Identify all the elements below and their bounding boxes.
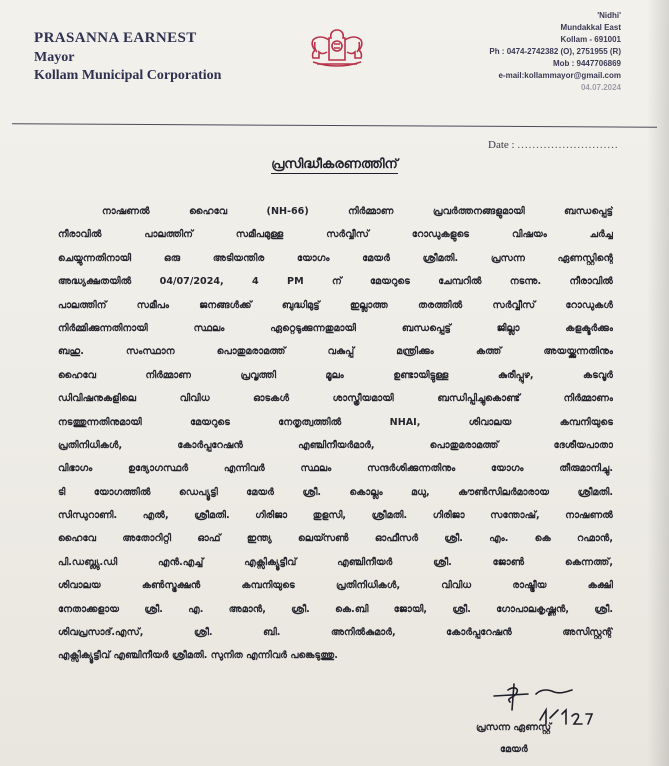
email-address: e-mail:kollammayor@gmail.com [498, 71, 621, 80]
body-line: പ്രതിനിധികൾ, കോർപ്പറേഷൻ എഞ്ചിനീയർമാർ, പൊതുമരാമത്ത് ദേശീയപാതാ [58, 439, 613, 451]
organization-name: Kollam Municipal Corporation [34, 68, 222, 83]
body-line: വിഭാഗം ഉദ്യോഗസ്ഥർ എന്നിവർ സ്ഥലം സന്ദർശിക്കുന്നതിനും യോഗം തീരുമാനിച്ചു. [58, 463, 613, 475]
heading-text: പ്രസിദ്ധീകരണത്തിന് [271, 157, 398, 172]
body-line: ശിവപ്രസാദ്.എസ്, ശ്രീ. ബി. അനിൽകുമാർ, കോർപ്പറേഷൻ അസിസ്റ്റന്റ് [58, 627, 613, 639]
body-line: നിർമ്മിക്കുന്നതിനായി സ്ഥലം ഏറ്റെടുക്കുന്നതുമായി ബന്ധപ്പെട്ട് ജില്ലാ കളക്ടർക്കും [58, 322, 613, 334]
mayor-title: Mayor [34, 50, 75, 65]
kerala-state-emblem-icon [305, 24, 369, 72]
page-shadow [647, 0, 669, 766]
contact-block [401, 10, 621, 94]
body-line: നാഷണൽ ഹൈവേ (NH-66) നിർമ്മാണ പ്രവർത്തനങ്ങളുമായി ബന്ധപ്പെട്ട് [102, 206, 613, 217]
locality: Mundakkal East [560, 23, 621, 32]
date-label: Date : [488, 139, 515, 151]
residence-name: 'Nidhi' [597, 11, 621, 20]
date-stamp: 04.07.2024 [580, 83, 621, 92]
signatory-name: പ്രസന്ന ഏണസ്റ്റ് [476, 722, 552, 733]
date-field [488, 139, 619, 151]
body-line: ഹൈവേ നിർമ്മാണ പ്രവൃത്തി മൂലം ഉണ്ടായിട്ടുള്ള കുരീപ്പുഴ, കടവൂർ [58, 369, 613, 381]
signatory-title: മേയർ [500, 744, 528, 755]
body-line: നീരാവിൽ പാലത്തിന് സമീപമുള്ള സർവ്വീസ് റോഡുകളുടെ വിഷയം ചർച്ച [58, 229, 613, 241]
body-line: സിന്ധുറാണി. എൽ, ശ്രീമതി. ഗിരിജാ തുളസി, ശ്രീമതി. ഗിരിജാ സന്തോഷ്, നാഷണൽ [58, 510, 613, 522]
body-line: എക്സിക്യൂട്ടീവ് എഞ്ചിനീയർ ശ്രീമതി. സുനിത എന്നിവർ പങ്കെടുത്തു. [58, 650, 338, 662]
body-line: നടത്തുന്നതിനുമായി മേയറുടെ നേതൃത്വത്തിൽ NHAI, ശിവാലയ കമ്പനിയുടെ [58, 416, 613, 428]
letterhead-divider [12, 123, 657, 127]
letter-body [58, 200, 613, 668]
body-line: ഡിവിഷനുകളിലെ വിവിധ ഓടകൾ ശാസ്ത്രീയമായി ബന്ധിപ്പിച്ചുകൊണ്ട് നിർമ്മാണം [58, 393, 613, 405]
body-line: പി.ഡബ്ല്യു.ഡി എൻ.എച്ച് എക്സിക്യൂട്ടീവ് എഞ്ചിനീയർ ശ്രീ. ജോൺ കെന്നത്ത്, [58, 556, 613, 568]
body-line: നേതാക്കളായ ശ്രീ. എ. അമാൻ, ശ്രീ. കെ.ബി ജോയി, ശ്രീ. ഗോപാലകൃഷ്ണൻ, ശ്രീ. [58, 603, 613, 615]
phone-numbers: Ph : 0474-2742382 (O), 2751955 (R) [489, 47, 621, 56]
body-line: ബഹു. സംസ്ഥാന പൊതുമരാമത്ത് വകുപ്പ് മന്ത്രിക്കും കത്ത് അയയ്ക്കുന്നതിനും [58, 346, 613, 358]
body-line: അദ്ധ്യക്ഷതയിൽ 04/07/2024, 4 PM ന് മേയറുടെ ചേമ്പറിൽ നടന്നു. നീരാവിൽ [58, 276, 613, 288]
body-line: പാലത്തിന് സമീപം ജനങ്ങൾക്ക് ബുദ്ധിമുട്ട് ഇല്ലാത്ത തരത്തിൽ സർവ്വീസ് റോഡുകൾ [58, 299, 613, 311]
mayor-name: PRASANNA EARNEST [34, 30, 197, 46]
body-line: ഹൈവേ അതോറിറ്റി ഓഫ് ഇന്ത്യ ലെയ്സൺ ഓഫീസർ ശ്രീ. എം. കെ റഹ്മാൻ, [58, 533, 613, 545]
mobile-number: Mob : 9447706869 [552, 59, 621, 68]
body-line: ചെയ്യുന്നതിനായി ഒരു അടിയന്തിര യോഗം മേയർ ശ്രീമതി. പ്രസന്ന ഏണസ്റ്റിന്റെ [58, 252, 613, 264]
date-dots: ........................... [517, 139, 619, 151]
city-pincode: Kollam - 691001 [560, 35, 621, 44]
body-line: ടി യോഗത്തിൽ ഡെപ്യൂട്ടി മേയർ ശ്രീ. കൊല്ലം മധു, കൗൺസിലർമാരായ ശ്രീമതി. [58, 486, 613, 498]
body-line: ശിവാലയ കൺസ്ട്രക്ഷൻ കമ്പനിയുടെ പ്രതിനിധികൾ, വിവിധ രാഷ്ട്രീയ കക്ഷി [58, 580, 613, 592]
document-heading [0, 157, 669, 172]
